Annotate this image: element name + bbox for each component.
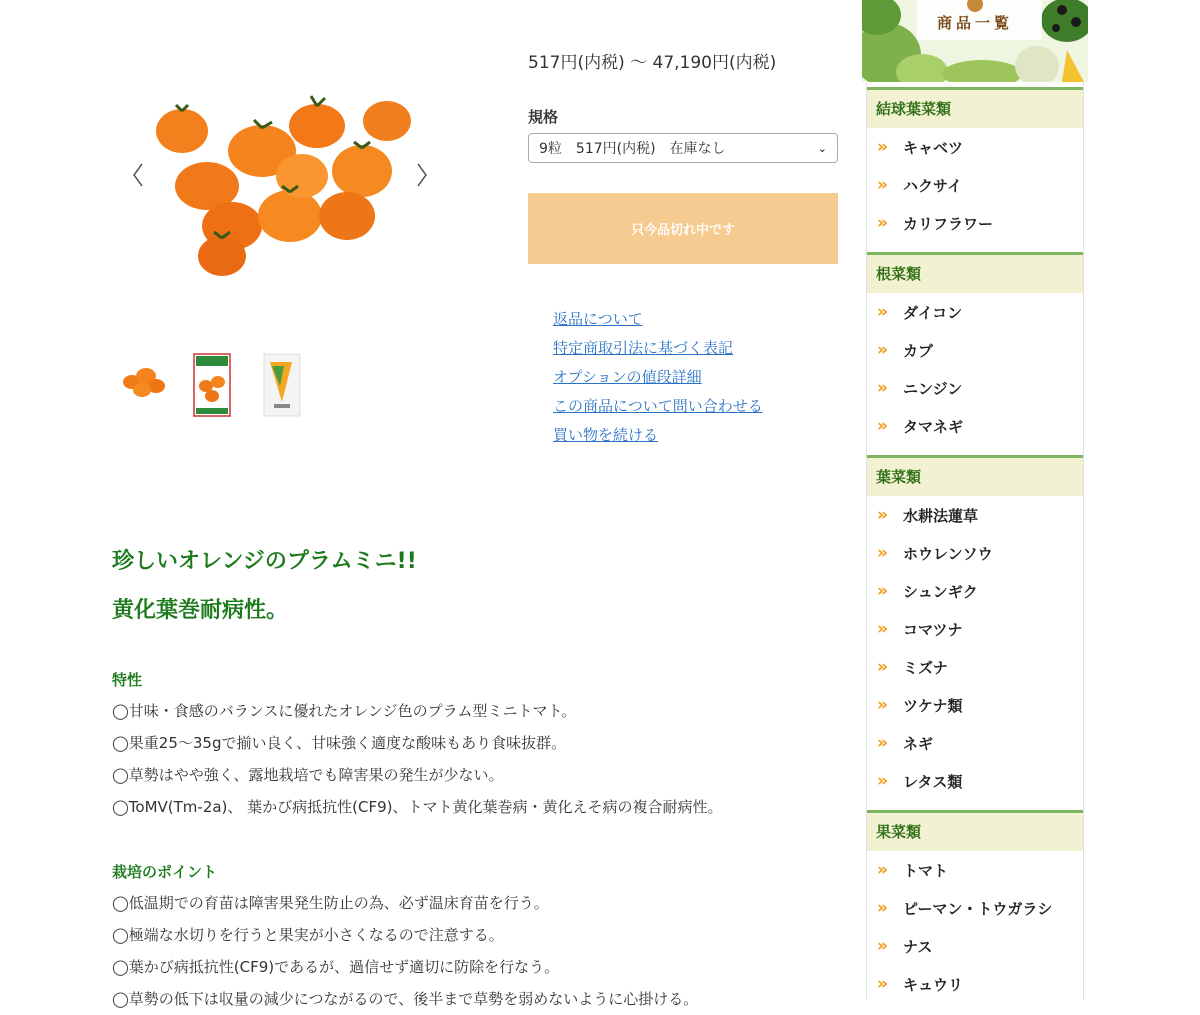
double-chevron-right-icon: » xyxy=(877,581,885,601)
double-chevron-right-icon: » xyxy=(877,175,885,195)
double-chevron-right-icon: » xyxy=(877,657,885,677)
sidebar-item-lettuce[interactable]: » レタス類 xyxy=(877,771,963,791)
spec-select-value: 9粒 517円(内税) 在庫なし xyxy=(539,141,726,157)
banner-title: 商品一覧 xyxy=(936,14,1013,32)
soldout-button[interactable]: 只今品切れ中です xyxy=(528,193,838,264)
sidebar-item-cucumber[interactable]: » キュウリ xyxy=(877,974,964,994)
double-chevron-right-icon: » xyxy=(877,340,885,360)
list-item: ◯葉かび病抵抗性(CF9)であるが、過信せず適切に防除を行なう。 xyxy=(112,958,560,976)
legal-notice-link[interactable]: 特定商取引法に基づく表記 xyxy=(553,339,734,357)
category-heading-fruit xyxy=(867,810,1083,1000)
double-chevron-right-icon: » xyxy=(877,505,885,525)
gallery-prev-arrow-icon[interactable] xyxy=(128,160,148,190)
double-chevron-right-icon: » xyxy=(877,974,885,994)
gallery-next-arrow-icon[interactable] xyxy=(412,160,432,190)
continue-shopping-link[interactable]: 買い物を続ける xyxy=(553,426,659,444)
sidebar-item-tsukena[interactable]: » ツケナ類 xyxy=(877,695,963,715)
sidebar-item-spinach[interactable]: » ホウレンソウ xyxy=(877,543,993,563)
spec-select[interactable] xyxy=(528,133,838,163)
double-chevron-right-icon: » xyxy=(877,543,885,563)
sidebar-item-komatsuna[interactable]: » コマツナ xyxy=(877,619,963,639)
category-title: 結球葉菜類 xyxy=(867,87,1083,128)
orange-tomatoes-icon xyxy=(156,96,411,276)
product-links xyxy=(553,305,763,450)
list-item: ◯ToMV(Tm-2a)、 葉かび病抵抗性(CF9)、トマト黄化葉巻病・黄化えそ病の複合耐病性。 xyxy=(112,798,723,816)
sidebar-item-cauliflower[interactable]: » カリフラワー xyxy=(877,213,994,233)
sidebar-item-hakusai[interactable]: » ハクサイ xyxy=(877,175,962,195)
sidebar-item-shungiku[interactable]: » シュンギク xyxy=(877,581,978,601)
sidebar-item-tomato[interactable]: » トマト xyxy=(877,860,949,880)
chevron-down-icon: ⌄ xyxy=(817,141,827,155)
category-heading-root xyxy=(867,252,1083,445)
sidebar xyxy=(862,0,1088,1000)
double-chevron-right-icon: » xyxy=(877,302,885,322)
list-item: ◯甘味・食感のバランスに優れたオレンジ色のプラム型ミニトマト。 xyxy=(112,702,577,720)
double-chevron-right-icon: » xyxy=(877,416,885,436)
category-title: 根菜類 xyxy=(867,252,1083,293)
list-item: ◯草勢はやや強く、露地栽培でも障害果の発生が少ない。 xyxy=(112,766,504,784)
category-title: 果菜類 xyxy=(867,810,1083,851)
section-title-features: 特性 xyxy=(112,671,143,689)
sidebar-item-cabbage[interactable]: » キャベツ xyxy=(877,137,964,157)
headline-secondary: 黄化葉巻耐病性。 xyxy=(112,598,289,623)
spec-label: 規格 xyxy=(528,108,559,126)
double-chevron-right-icon: » xyxy=(877,936,885,956)
sidebar-border-right xyxy=(1083,82,1084,1000)
headline-primary: 珍しいオレンジのプラムミニ!! xyxy=(112,549,417,574)
double-chevron-right-icon: » xyxy=(877,619,885,639)
sidebar-item-daikon[interactable]: » ダイコン xyxy=(877,302,963,322)
double-chevron-right-icon: » xyxy=(877,771,885,791)
list-item: ◯低温期での育苗は障害果発生防止の為、必ず温床育苗を行う。 xyxy=(112,894,549,912)
sidebar-item-eggplant[interactable]: » ナス xyxy=(877,936,933,956)
double-chevron-right-icon: » xyxy=(877,733,885,753)
double-chevron-right-icon: » xyxy=(877,860,885,880)
double-chevron-right-icon: » xyxy=(877,695,885,715)
returns-link[interactable]: 返品について xyxy=(553,310,643,328)
features-list xyxy=(112,695,723,823)
double-chevron-right-icon: » xyxy=(877,378,885,398)
option-price-link[interactable]: オプションの値段詳細 xyxy=(553,368,702,386)
thumbnail-seed-packet[interactable] xyxy=(192,352,232,418)
sidebar-item-kabu[interactable]: » カブ xyxy=(877,340,934,360)
product-main-image xyxy=(112,66,452,288)
inquiry-link[interactable]: この商品について問い合わせる xyxy=(553,397,763,415)
list-item: ◯極端な水切りを行うと果実が小さくなるので注意する。 xyxy=(112,926,504,944)
category-heading-leafy xyxy=(867,455,1083,800)
thumbnail-info-sheet[interactable] xyxy=(262,352,302,418)
thumbnail-tomatoes[interactable] xyxy=(116,352,170,412)
list-item: ◯草勢の低下は収量の減少につながるので、後半まで草勢を弱めないように心掛ける。 xyxy=(112,990,699,1008)
category-title: 葉菜類 xyxy=(867,455,1083,496)
sidebar-item-onion[interactable]: » タマネギ xyxy=(877,416,964,436)
sidebar-item-negi[interactable]: » ネギ xyxy=(877,733,934,753)
list-item: ◯果重25〜35gで揃い良く、甘味強く適度な酸味もあり食味抜群。 xyxy=(112,734,567,752)
double-chevron-right-icon: » xyxy=(877,898,885,918)
cultivation-list xyxy=(112,887,698,1015)
price-range: 517円(内税) 〜 47,190円(内税) xyxy=(528,53,777,73)
sidebar-item-hydroponic-spinach[interactable]: » 水耕法蓮草 xyxy=(877,505,979,525)
double-chevron-right-icon: » xyxy=(877,213,885,233)
sidebar-item-pepper[interactable]: » ピーマン・トウガラシ xyxy=(877,898,1053,918)
section-title-cultivation: 栽培のポイント xyxy=(112,863,218,881)
double-chevron-right-icon: » xyxy=(877,137,885,157)
sidebar-item-mizuna[interactable]: » ミズナ xyxy=(877,657,948,677)
sidebar-item-carrot[interactable]: » ニンジン xyxy=(877,378,963,398)
category-heading-leafy-head xyxy=(867,87,1083,242)
